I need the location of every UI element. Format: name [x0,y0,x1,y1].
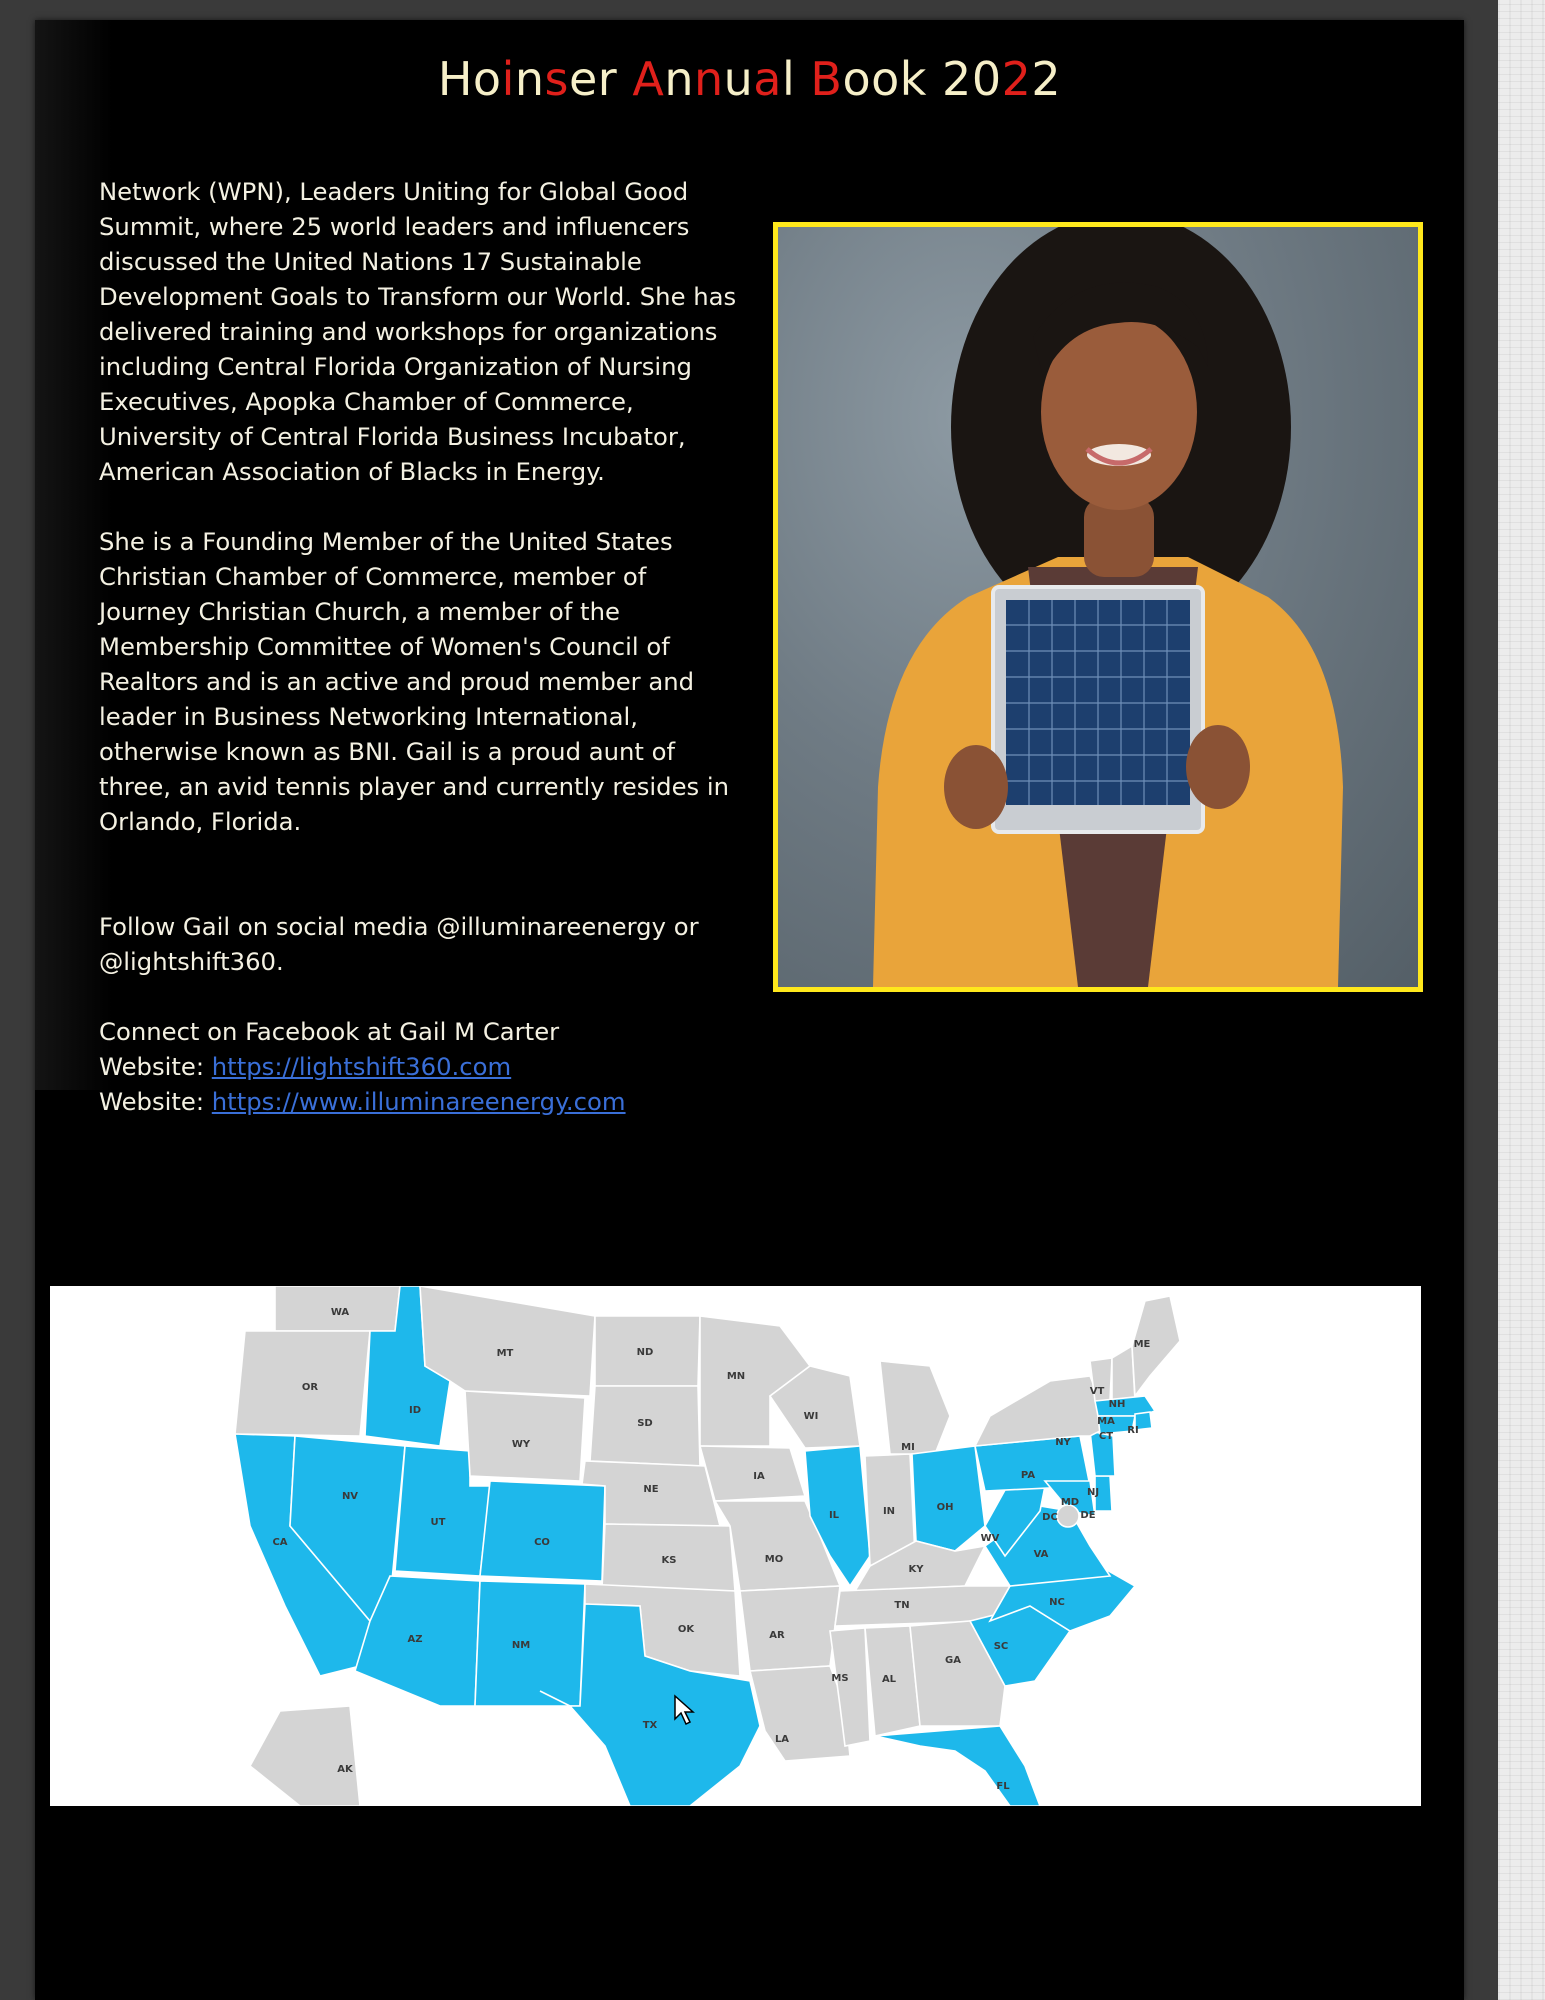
title-letter: 0 [971,52,1002,106]
state-label-ne: NE [643,1484,659,1495]
bio-text-block [99,174,739,1119]
page-title [35,52,1464,106]
document-page [35,20,1464,2000]
state-label-mn: MN [726,1371,746,1382]
portrait-photo [773,222,1423,992]
state-label-wy: WY [511,1439,531,1450]
title-letter: u [723,52,754,106]
title-letter: n [693,52,724,106]
us-map-svg [50,1286,1421,1806]
title-letter: 2 [942,52,972,106]
state-mt [420,1286,595,1396]
state-label-tn: TN [894,1600,910,1611]
background-texture [1498,0,1545,2000]
state-label-nj: NJ [1086,1487,1100,1498]
state-label-ny: NY [1055,1437,1071,1448]
state-label-la: LA [774,1734,790,1745]
state-label-ms: MS [831,1673,849,1684]
state-label-ct: CT [1098,1431,1114,1442]
state-label-ia: IA [753,1471,765,1482]
state-label-mi: MI [901,1442,915,1453]
state-label-nh: NH [1108,1399,1126,1410]
state-label-co: CO [534,1537,550,1548]
title-letter: s [544,52,569,106]
state-mi [880,1361,950,1454]
state-label-ak: AK [337,1764,353,1775]
website-label: Website: [99,1087,205,1116]
state-label-ky: KY [908,1564,924,1575]
state-label-in: IN [882,1506,896,1517]
title-letter: l [781,52,796,106]
title-letter: o [472,52,502,106]
title-letter: 2 [1001,52,1032,106]
title-letter: a [753,52,782,106]
us-map [50,1286,1421,1806]
state-label-mo: MO [764,1554,784,1565]
state-label-ar: AR [769,1630,785,1641]
title-letter: r [597,52,618,106]
state-dc [1057,1505,1079,1527]
state-label-fl: FL [996,1781,1010,1792]
title-letter: e [568,52,598,106]
website-link-illuminare[interactable]: https://www.illuminareenergy.com [211,1087,626,1116]
state-label-vt: VT [1089,1386,1105,1397]
state-nh [1112,1346,1135,1401]
website-label: Website: [99,1052,205,1081]
state-label-or: OR [301,1382,319,1393]
state-label-pa: PA [1020,1470,1036,1481]
state-label-id: ID [408,1405,422,1416]
title-letter: n [514,52,545,106]
state-label-nm: NM [511,1640,531,1651]
state-oh [912,1446,985,1551]
state-label-wi: WI [803,1411,819,1422]
title-letter: i [501,52,515,106]
title-letter: n [664,52,694,106]
state-label-me: ME [1133,1339,1151,1350]
state-label-ks: KS [661,1555,677,1566]
title-letter [617,52,632,106]
state-label-de: DE [1080,1510,1096,1521]
state-wy [465,1391,585,1481]
connect-facebook-text: Connect on Facebook at Gail M Carter [99,1017,560,1046]
state-label-ok: OK [677,1624,695,1635]
state-label-nd: ND [636,1347,654,1358]
bio-paragraph-2: She is a Founding Member of the United States Christian Chamber of Commerce, member of Journey Christian Church, a member of the Membership Committee of Women's Council of Realtors and is an active and proud member and leader in Business Networking International, otherwise known as BNI. Gail is a proud aunt of three, an avid tennis player and currently resides in Orlando, Florida. [99,527,730,836]
state-label-ri: RI [1127,1425,1139,1436]
title-letter: A [632,52,665,106]
state-label-az: AZ [407,1634,423,1645]
title-letter: o [842,52,872,106]
state-label-mt: MT [496,1348,514,1359]
state-label-md: MD [1060,1497,1080,1508]
state-ar [740,1586,840,1671]
state-label-ma: MA [1097,1416,1115,1427]
state-fl [875,1726,1040,1806]
portrait-illustration [778,227,1418,987]
state-ak [250,1706,360,1806]
title-letter: 2 [1031,52,1062,106]
bio-paragraph-1: Network (WPN), Leaders Uniting for Global Good Summit, where 25 world leaders and influencers discussed the United Nations 17 Sustainable Development Goals to Transform our World. She has delivered training and workshops for organizations including Central Florida Organization of Nursing Executives, Apopka Chamber of Commerce, University of Central Florida Business Incubator, American Association of Blacks in Energy. [99,177,737,486]
state-label-ga: GA [945,1655,961,1666]
title-letter [795,52,810,106]
follow-social-text: Follow Gail on social media @illuminareenergy or @lightshift360. [99,912,699,976]
state-label-tx: TX [642,1720,658,1731]
title-letter: o [871,52,900,106]
state-label-wv: WV [980,1533,1000,1544]
state-label-va: VA [1033,1549,1049,1560]
state-label-al: AL [881,1674,897,1685]
state-label-il: IL [828,1510,840,1521]
state-label-ut: UT [430,1517,446,1528]
state-label-sc: SC [993,1641,1009,1652]
state-label-wa: WA [330,1307,350,1318]
title-letter: H [437,52,473,106]
state-label-dc: DC [1042,1512,1058,1523]
title-letter: B [810,52,843,106]
website-line-2 [99,1084,739,1119]
website-link-lightshift[interactable]: https://lightshift360.com [211,1052,512,1081]
website-line-1 [99,1049,739,1084]
state-label-nc: NC [1049,1597,1065,1608]
state-label-oh: OH [936,1502,954,1513]
state-label-ca: CA [272,1537,288,1548]
state-label-sd: SD [637,1418,653,1429]
state-co [480,1481,605,1581]
title-letter [927,52,942,106]
state-label-nv: NV [341,1491,359,1502]
title-letter: k [899,52,927,106]
